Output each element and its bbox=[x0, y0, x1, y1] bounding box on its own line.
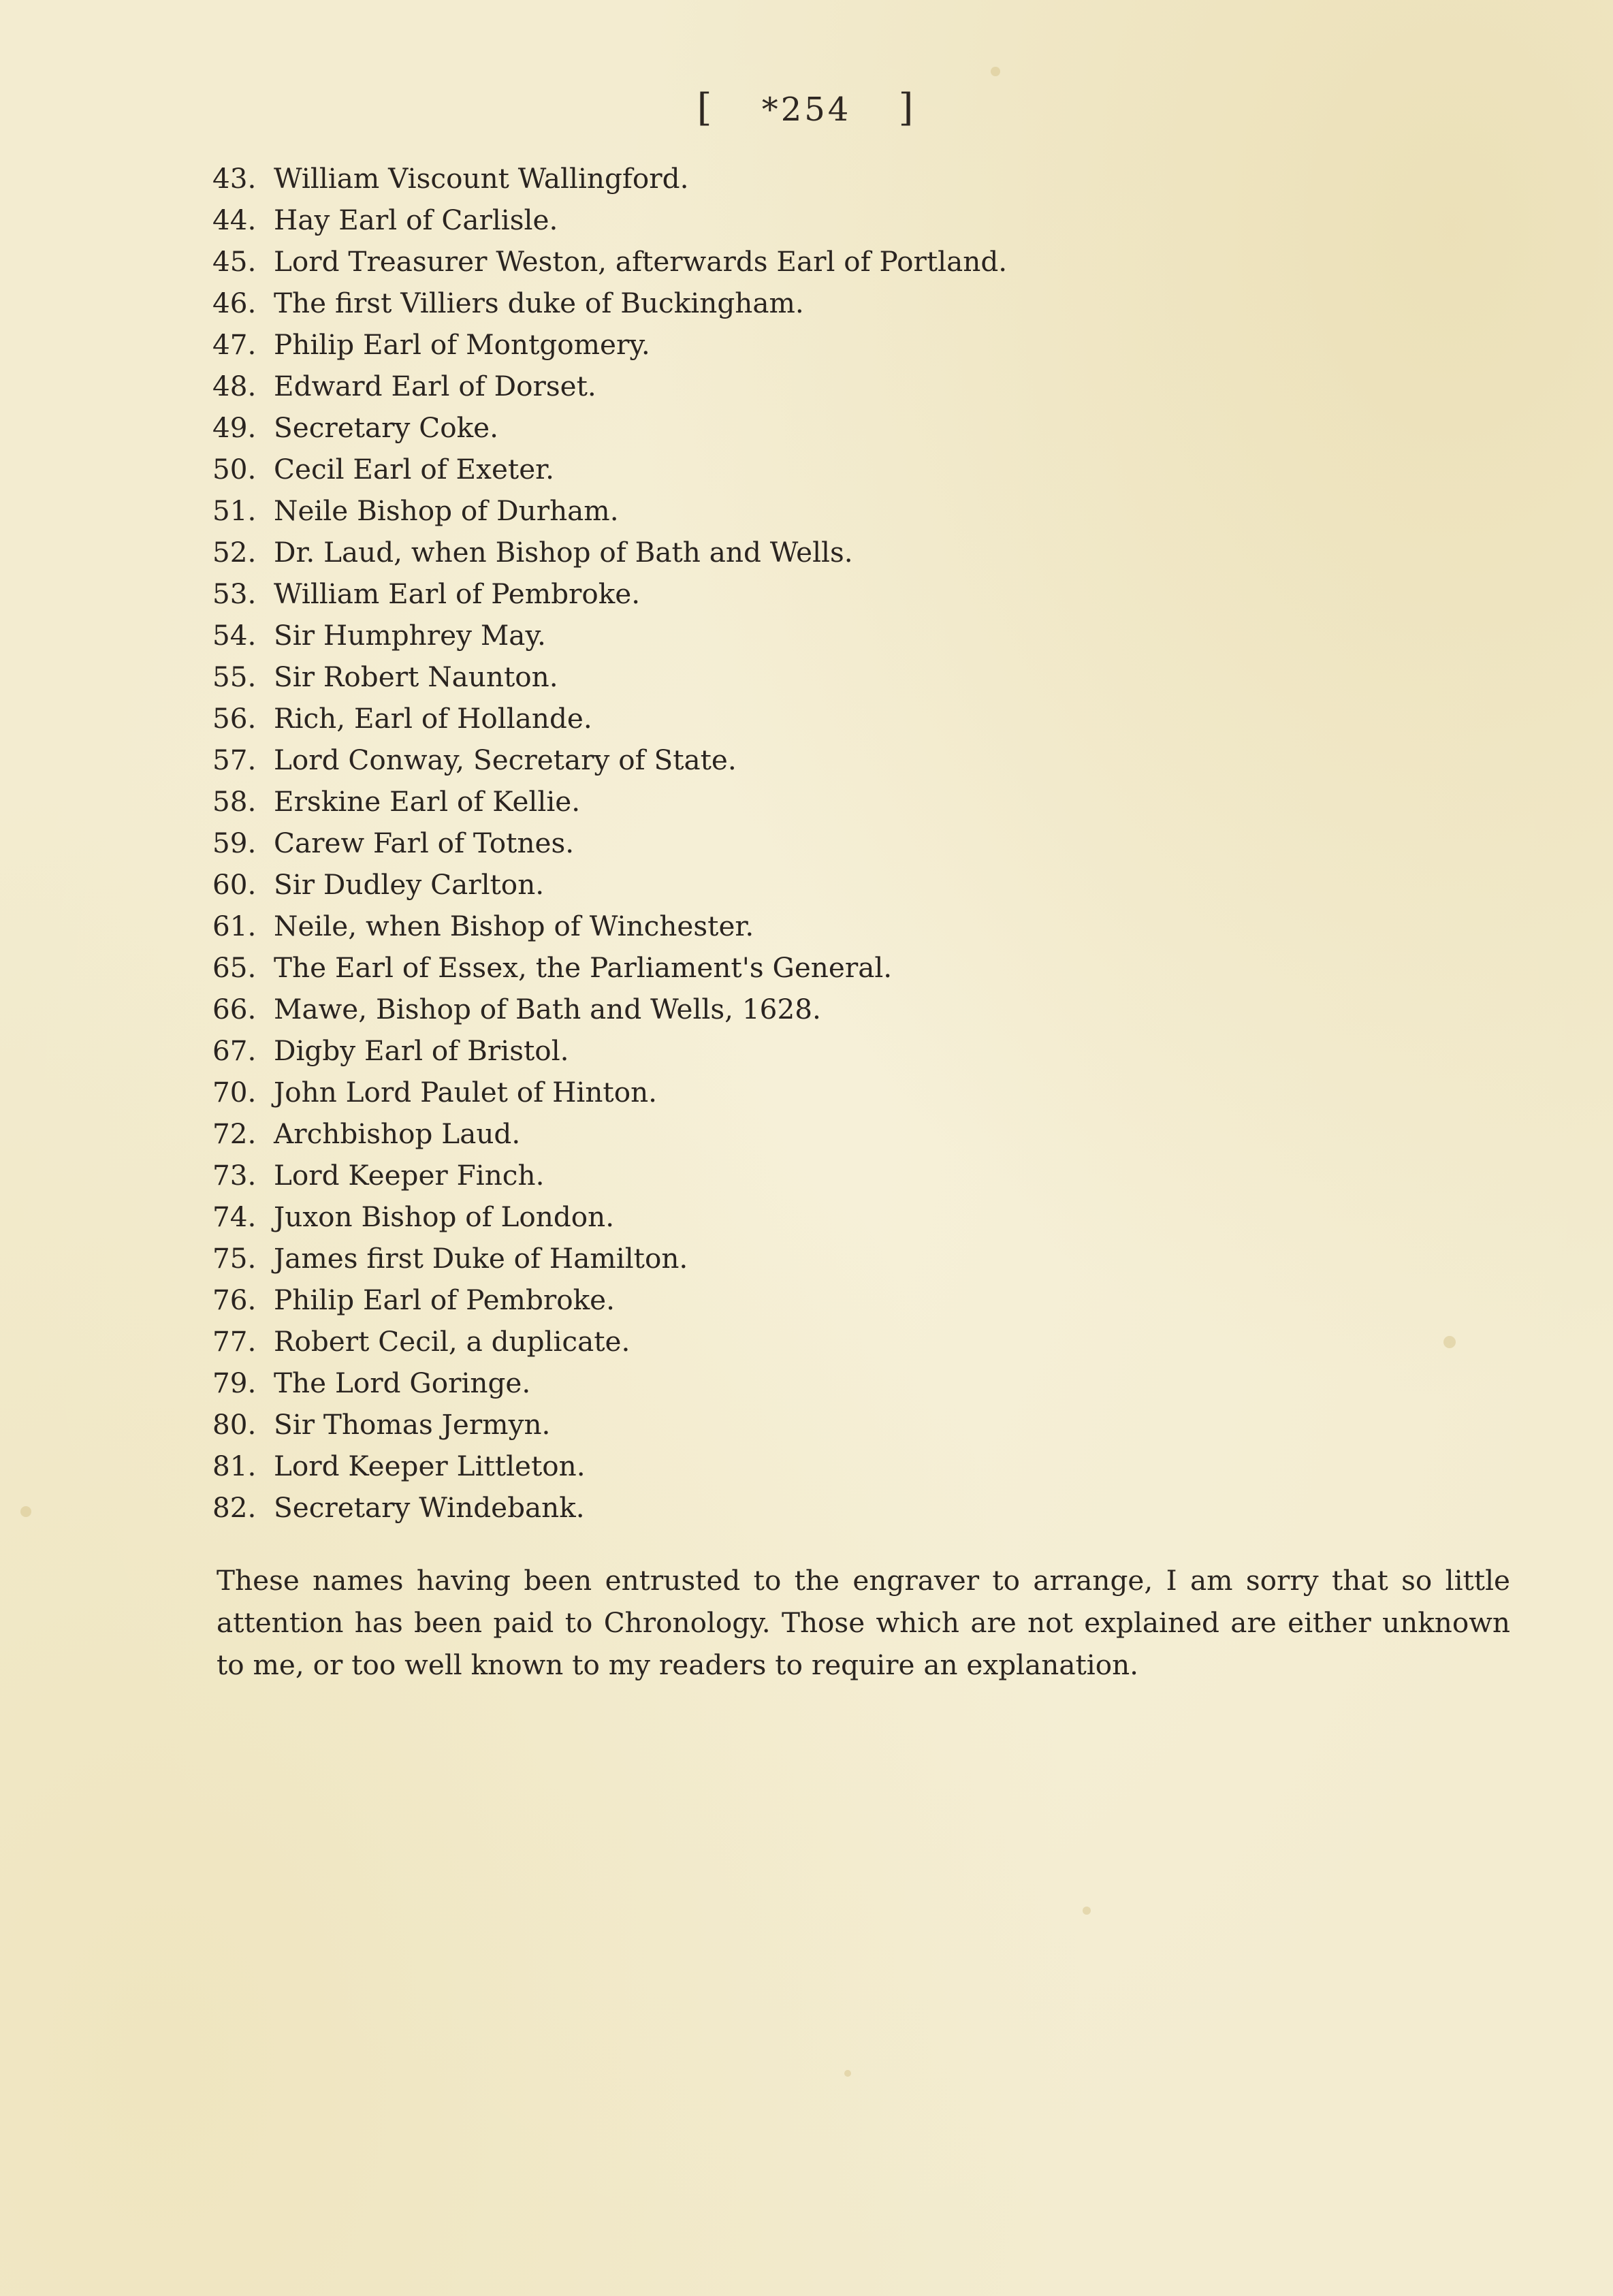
list-item bbox=[212, 989, 1007, 1030]
list-item bbox=[212, 1446, 1007, 1487]
entry-name: Secretary Windebank. bbox=[274, 1491, 585, 1524]
list-item bbox=[212, 158, 1007, 200]
entry-number: 48. bbox=[212, 370, 257, 402]
entry-number: 51. bbox=[212, 494, 257, 527]
header-open-bracket: [ bbox=[697, 86, 715, 130]
list-item bbox=[212, 324, 1007, 366]
paper-speck bbox=[991, 67, 1000, 76]
entry-number: 58. bbox=[212, 785, 257, 818]
entry-number: 50. bbox=[212, 453, 257, 485]
list-item bbox=[212, 906, 1007, 947]
entry-name: Sir Dudley Carlton. bbox=[274, 868, 545, 901]
page-header bbox=[0, 86, 1613, 130]
entry-name: Dr. Laud, when Bishop of Bath and Wells. bbox=[274, 536, 853, 569]
list-item bbox=[212, 1155, 1007, 1196]
entry-number: 55. bbox=[212, 660, 257, 693]
list-item bbox=[212, 241, 1007, 283]
entry-name: Digby Earl of Bristol. bbox=[274, 1034, 569, 1067]
list-item bbox=[212, 1113, 1007, 1155]
list-item bbox=[212, 490, 1007, 532]
entry-number: 67. bbox=[212, 1034, 257, 1067]
list-item bbox=[212, 781, 1007, 823]
entry-number: 53. bbox=[212, 577, 257, 610]
header-close-bracket: ] bbox=[898, 86, 916, 130]
entry-name: Neile, when Bishop of Winchester. bbox=[274, 910, 754, 942]
entry-name: Lord Keeper Littleton. bbox=[274, 1450, 586, 1482]
list-item bbox=[212, 1196, 1007, 1238]
entry-name: Robert Cecil, a duplicate. bbox=[274, 1325, 630, 1358]
entry-number: 61. bbox=[212, 910, 257, 942]
paper-speck bbox=[20, 1506, 31, 1517]
entry-number: 46. bbox=[212, 287, 257, 319]
entry-number: 66. bbox=[212, 993, 257, 1025]
entry-name: The Earl of Essex, the Parliament's General. bbox=[274, 951, 893, 984]
explanatory-note: These names having been entrusted to the engraver to arrange, I am sorry that so little attention has been paid to Chronology. Those which are not explained are either unknown to me, or too well known to my readers to require an explanation. bbox=[217, 1564, 1510, 1681]
entry-name: Juxon Bishop of London. bbox=[274, 1200, 615, 1233]
list-item bbox=[212, 739, 1007, 781]
entry-name: The Lord Goringe. bbox=[274, 1367, 531, 1399]
entry-number: 56. bbox=[212, 702, 257, 735]
entry-number: 47. bbox=[212, 328, 257, 361]
entry-name: The first Villiers duke of Buckingham. bbox=[274, 287, 804, 319]
list-item bbox=[212, 864, 1007, 906]
page-number: *254 bbox=[761, 91, 852, 129]
list-item bbox=[212, 532, 1007, 573]
list-item bbox=[212, 449, 1007, 490]
entry-name: Secretary Coke. bbox=[274, 411, 499, 444]
entry-name: Sir Humphrey May. bbox=[274, 619, 546, 652]
entry-number: 81. bbox=[212, 1450, 257, 1482]
entry-number: 77. bbox=[212, 1325, 257, 1358]
entry-number: 73. bbox=[212, 1159, 257, 1192]
entry-number: 49. bbox=[212, 411, 257, 444]
entry-number: 70. bbox=[212, 1076, 257, 1109]
entry-name: Philip Earl of Montgomery. bbox=[274, 328, 650, 361]
entry-name: William Viscount Wallingford. bbox=[274, 162, 689, 195]
list-item bbox=[212, 573, 1007, 615]
entry-name: Archbishop Laud. bbox=[274, 1117, 521, 1150]
list-item bbox=[212, 698, 1007, 739]
list-item bbox=[212, 1321, 1007, 1362]
list-item bbox=[212, 615, 1007, 656]
entry-name: Lord Conway, Secretary of State. bbox=[274, 744, 737, 776]
entry-number: 59. bbox=[212, 827, 257, 859]
entry-name: Neile Bishop of Durham. bbox=[274, 494, 619, 527]
entry-number: 44. bbox=[212, 204, 257, 236]
list-item bbox=[212, 366, 1007, 407]
entry-name: Erskine Earl of Kellie. bbox=[274, 785, 581, 818]
list-item bbox=[212, 407, 1007, 449]
entry-number: 80. bbox=[212, 1408, 257, 1441]
paper-speck bbox=[1083, 1907, 1091, 1915]
entry-name: John Lord Paulet of Hinton. bbox=[274, 1076, 658, 1109]
entry-number: 52. bbox=[212, 536, 257, 569]
list-item bbox=[212, 1404, 1007, 1446]
paper-speck bbox=[1443, 1336, 1456, 1348]
entry-name: Edward Earl of Dorset. bbox=[274, 370, 596, 402]
list-item bbox=[212, 1072, 1007, 1113]
entry-name: James first Duke of Hamilton. bbox=[274, 1242, 688, 1275]
entry-name: Sir Robert Naunton. bbox=[274, 660, 558, 693]
paper-speck bbox=[844, 2070, 851, 2077]
entry-name: William Earl of Pembroke. bbox=[274, 577, 641, 610]
list-item bbox=[212, 283, 1007, 324]
list-item bbox=[212, 947, 1007, 989]
entry-number: 72. bbox=[212, 1117, 257, 1150]
entry-number: 79. bbox=[212, 1367, 257, 1399]
entry-name: Hay Earl of Carlisle. bbox=[274, 204, 558, 236]
entry-name: Mawe, Bishop of Bath and Wells, 1628. bbox=[274, 993, 821, 1025]
entry-name: Lord Keeper Finch. bbox=[274, 1159, 545, 1192]
entry-number: 60. bbox=[212, 868, 257, 901]
list-item bbox=[212, 200, 1007, 241]
entry-name: Philip Earl of Pembroke. bbox=[274, 1283, 615, 1316]
entry-name: Sir Thomas Jermyn. bbox=[274, 1408, 551, 1441]
entry-number: 82. bbox=[212, 1491, 257, 1524]
list-item bbox=[212, 1279, 1007, 1321]
entry-name: Carew Farl of Totnes. bbox=[274, 827, 575, 859]
list-item bbox=[212, 1362, 1007, 1404]
list-item bbox=[212, 656, 1007, 698]
list-item bbox=[212, 1030, 1007, 1072]
entry-number: 76. bbox=[212, 1283, 257, 1316]
portrait-list bbox=[212, 158, 1007, 1529]
entry-number: 57. bbox=[212, 744, 257, 776]
entry-name: Cecil Earl of Exeter. bbox=[274, 453, 554, 485]
entry-number: 75. bbox=[212, 1242, 257, 1275]
entry-name: Lord Treasurer Weston, afterwards Earl of Portland. bbox=[274, 245, 1008, 278]
entry-number: 65. bbox=[212, 951, 257, 984]
list-item bbox=[212, 1238, 1007, 1279]
entry-number: 45. bbox=[212, 245, 257, 278]
entry-number: 74. bbox=[212, 1200, 257, 1233]
list-item bbox=[212, 823, 1007, 864]
entry-number: 54. bbox=[212, 619, 257, 652]
entry-number: 43. bbox=[212, 162, 257, 195]
list-item bbox=[212, 1487, 1007, 1529]
entry-name: Rich, Earl of Hollande. bbox=[274, 702, 592, 735]
